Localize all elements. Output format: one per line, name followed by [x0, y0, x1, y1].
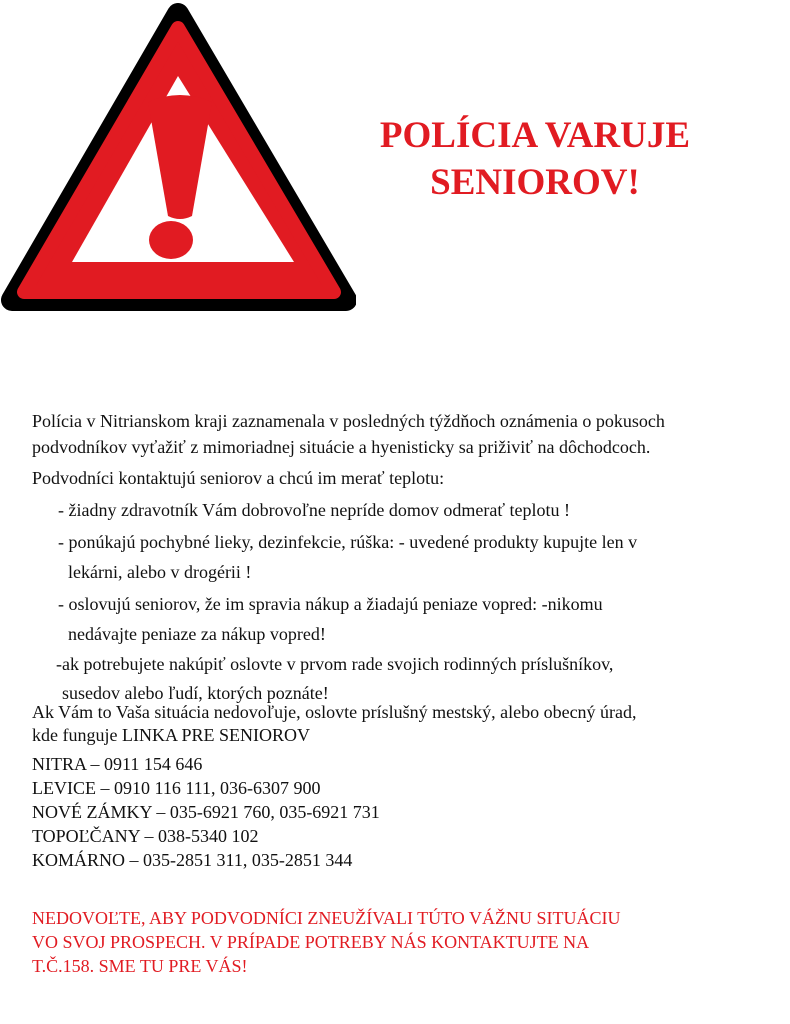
advice-line-1: Ak Vám to Vaša situácia nedovoľuje, oslovte príslušný mestský, alebo obecný úrad,	[32, 702, 637, 722]
intro-line-2: podvodníkov vyťažiť z mimoriadnej situácie a hyenisticky sa priživiť na dôchodcoch.	[32, 437, 651, 457]
title-line-2: SENIOROV!	[430, 162, 640, 203]
bullet-3-line-1: - oslovujú seniorov, že im spravia nákup a žiadajú peniaze vopred: -nikomu	[58, 594, 603, 614]
bullet-2-line-2: lekárni, alebo v drogérii !	[68, 562, 252, 582]
advice-line-2: kde funguje LINKA PRE SENIOROV	[32, 725, 310, 745]
footer-warning-line-3: T.Č.158. SME TU PRE VÁS!	[32, 956, 248, 976]
exclamation-triangle-icon	[0, 0, 356, 318]
bullet-3-line-2: nedávajte peniaze za nákup vopred!	[68, 624, 326, 644]
footer-warning-line-1: NEDOVOĽTE, ABY PODVODNÍCI ZNEUŽÍVALI TÚTO VÁŽNU SITUÁCIU	[32, 908, 621, 928]
page-title	[330, 112, 740, 206]
contact-nitra: NITRA – 0911 154 646	[32, 754, 203, 774]
intro-line-1: Polícia v Nitrianskom kraji zaznamenala v posledných týždňoch oznámenia o pokusoch	[32, 411, 665, 431]
intro-line-3: Podvodníci kontaktujú seniorov a chcú im merať teplotu:	[32, 468, 445, 488]
contact-komarno: KOMÁRNO – 035-2851 311, 035-2851 344	[32, 850, 353, 870]
bullet-4-line-1: -ak potrebujete nakúpiť oslovte v prvom rade svojich rodinných príslušníkov,	[56, 654, 614, 674]
contact-topolcany: TOPOĽČANY – 038-5340 102	[32, 826, 259, 846]
bullet-1-line-1: - žiadny zdravotník Vám dobrovoľne nepríde domov odmerať teplotu !	[58, 500, 571, 520]
title-line-1: POLÍCIA VARUJE	[379, 115, 691, 156]
bullet-2-line-1: - ponúkajú pochybné lieky, dezinfekcie, rúška: - uvedené produkty kupujte len v	[58, 532, 638, 552]
footer-warning-line-2: VO SVOJ PROSPECH. V PRÍPADE POTREBY NÁS KONTAKTUJTE NA	[32, 932, 590, 952]
bullet-4-line-2: susedov alebo ľudí, ktorých poznáte!	[62, 683, 329, 703]
contact-nove-zamky: NOVÉ ZÁMKY – 035-6921 760, 035-6921 731	[32, 802, 380, 822]
contact-levice: LEVICE – 0910 116 111, 036-6307 900	[32, 778, 321, 798]
